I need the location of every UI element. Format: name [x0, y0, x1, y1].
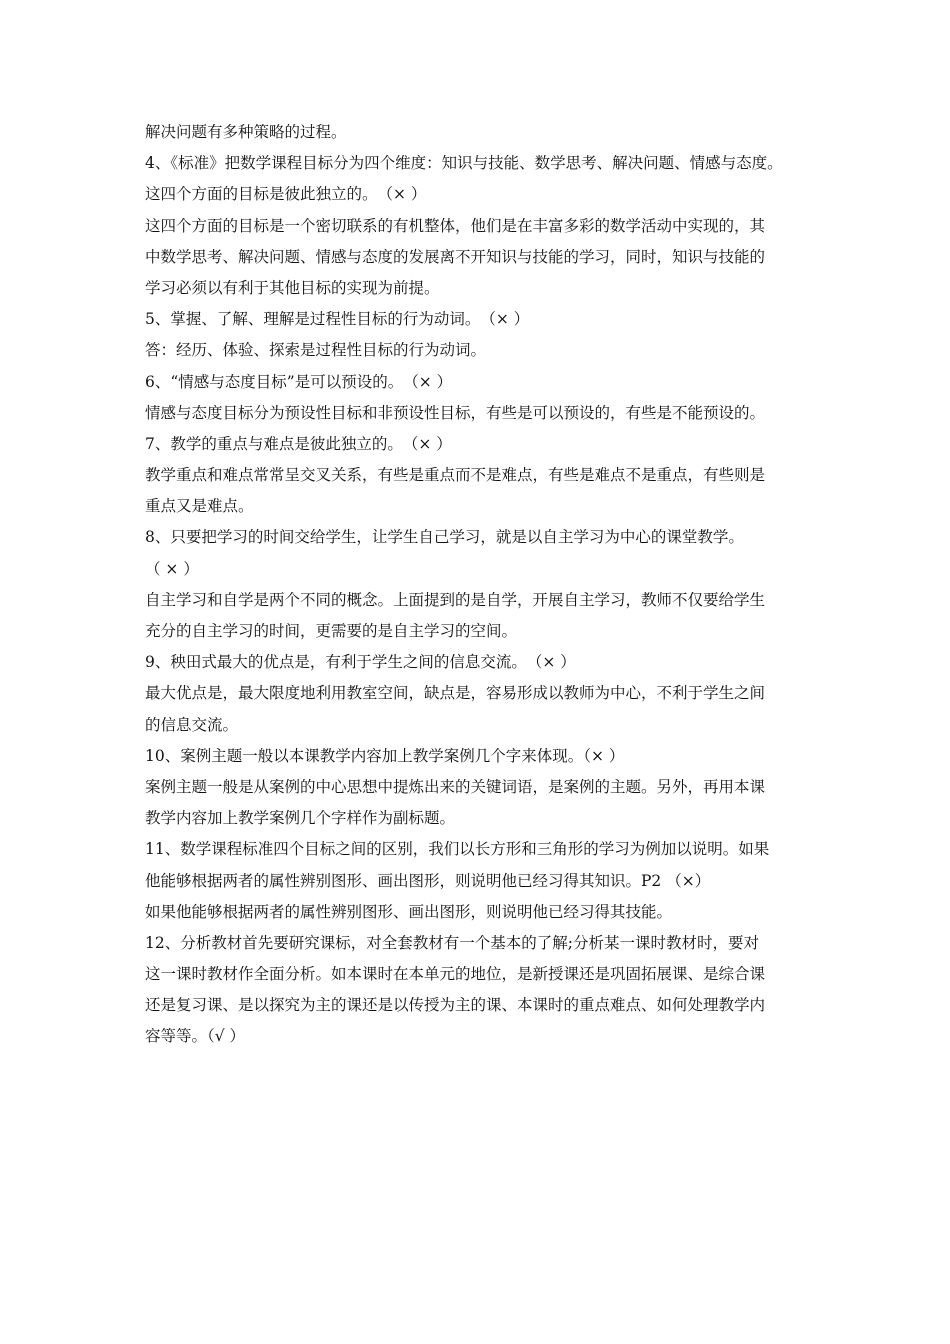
text-line: 最大优点是，最大限度地利用教室空间，缺点是，容易形成以教师为中心，不利于学生之间	[145, 684, 766, 703]
text-line: 如果他能够根据两者的属性辨别图形、画出图形，则说明他已经习得其技能。	[145, 902, 673, 921]
text-line: 9、秧田式最大的优点是，有利于学生之间的信息交流。 （× ）	[145, 653, 576, 672]
text-line: 还是复习课、是以探究为主的课还是以传授为主的课、本课时的重点难点、如何处理教学内	[145, 996, 766, 1015]
text-line: 这四个方面的目标是一个密切联系的有机整体，他们是在丰富多彩的数学活动中实现的，其	[145, 216, 766, 235]
text-line: 12、分析教材首先要研究课标，对全套教材有一个基本的了解;分析某一课时教材时，要对	[145, 933, 759, 952]
text-line: 充分的自主学习的时间，更需要的是自主学习的空间。	[145, 622, 518, 640]
text-line: 容等等。（√ ）	[145, 1027, 246, 1046]
document-body	[145, 117, 815, 1053]
text-line: 学习必须以有利于其他目标的实现为前提。	[145, 278, 440, 297]
text-line: （ × ）	[145, 559, 199, 578]
text-line: 11、数学课程标准四个目标之间的区别，我们以长方形和三角形的学习为例加以说明。如果	[145, 840, 770, 859]
text-line: 他能够根据两者的属性辨别图形、画出图形，则说明他已经习得其知识。P2 （×）	[145, 871, 711, 890]
text-line: 案例主题一般是从案例的中心思想中提炼出来的关键词语，是案例的主题。另外，再用本课	[145, 777, 766, 796]
text-line: 教学内容加上教学案例几个字样作为副标题。	[145, 809, 456, 828]
text-line: 这一课时教材作全面分析。如本课时在本单元的地位，是新授课还是巩固拓展课、是综合课	[145, 965, 766, 984]
text-line: 自主学习和自学是两个不同的概念。上面提到的是自学，开展自主学习，教师不仅要给学生	[145, 590, 766, 609]
text-line: 答：经历、体验、探索是过程性目标的行为动词。	[145, 341, 487, 360]
text-line: 中数学思考、解决问题、情感与态度的发展离不开知识与技能的学习，同时，知识与技能的	[145, 247, 766, 266]
text-line: 解决问题有多种策略的过程。	[145, 123, 347, 141]
text-line: 10、案例主题一般以本课教学内容加上教学案例几个字来体现。（× ）	[145, 746, 625, 765]
text-line: 4、《标准》把数学课程目标分为四个维度：知识与技能、数学思考、解决问题、情感与态度。	[145, 154, 783, 173]
text-line: 重点又是难点。	[145, 497, 254, 516]
text-line: 教学重点和难点常常呈交叉关系，有些是重点而不是难点，有些是难点不是重点，有些则是	[145, 466, 766, 485]
text-line: 的信息交流。	[145, 715, 239, 734]
text-line: 6、“情感与态度目标”是可以预设的。 （× ）	[145, 372, 453, 391]
text-line: 8、只要把学习的时间交给学生，让学生自己学习，就是以自主学习为中心的课堂教学。	[145, 528, 744, 547]
text-line: 情感与态度目标分为预设性目标和非预设性目标，有些是可以预设的，有些是不能预设的。	[145, 403, 766, 422]
text-line: 5、掌握、了解、理解是过程性目标的行为动词。 （× ）	[145, 310, 530, 329]
text-line: 这四个方面的目标是彼此独立的。 （× ）	[145, 185, 427, 204]
text-line: 7、教学的重点与难点是彼此独立的。 （× ）	[145, 434, 452, 453]
